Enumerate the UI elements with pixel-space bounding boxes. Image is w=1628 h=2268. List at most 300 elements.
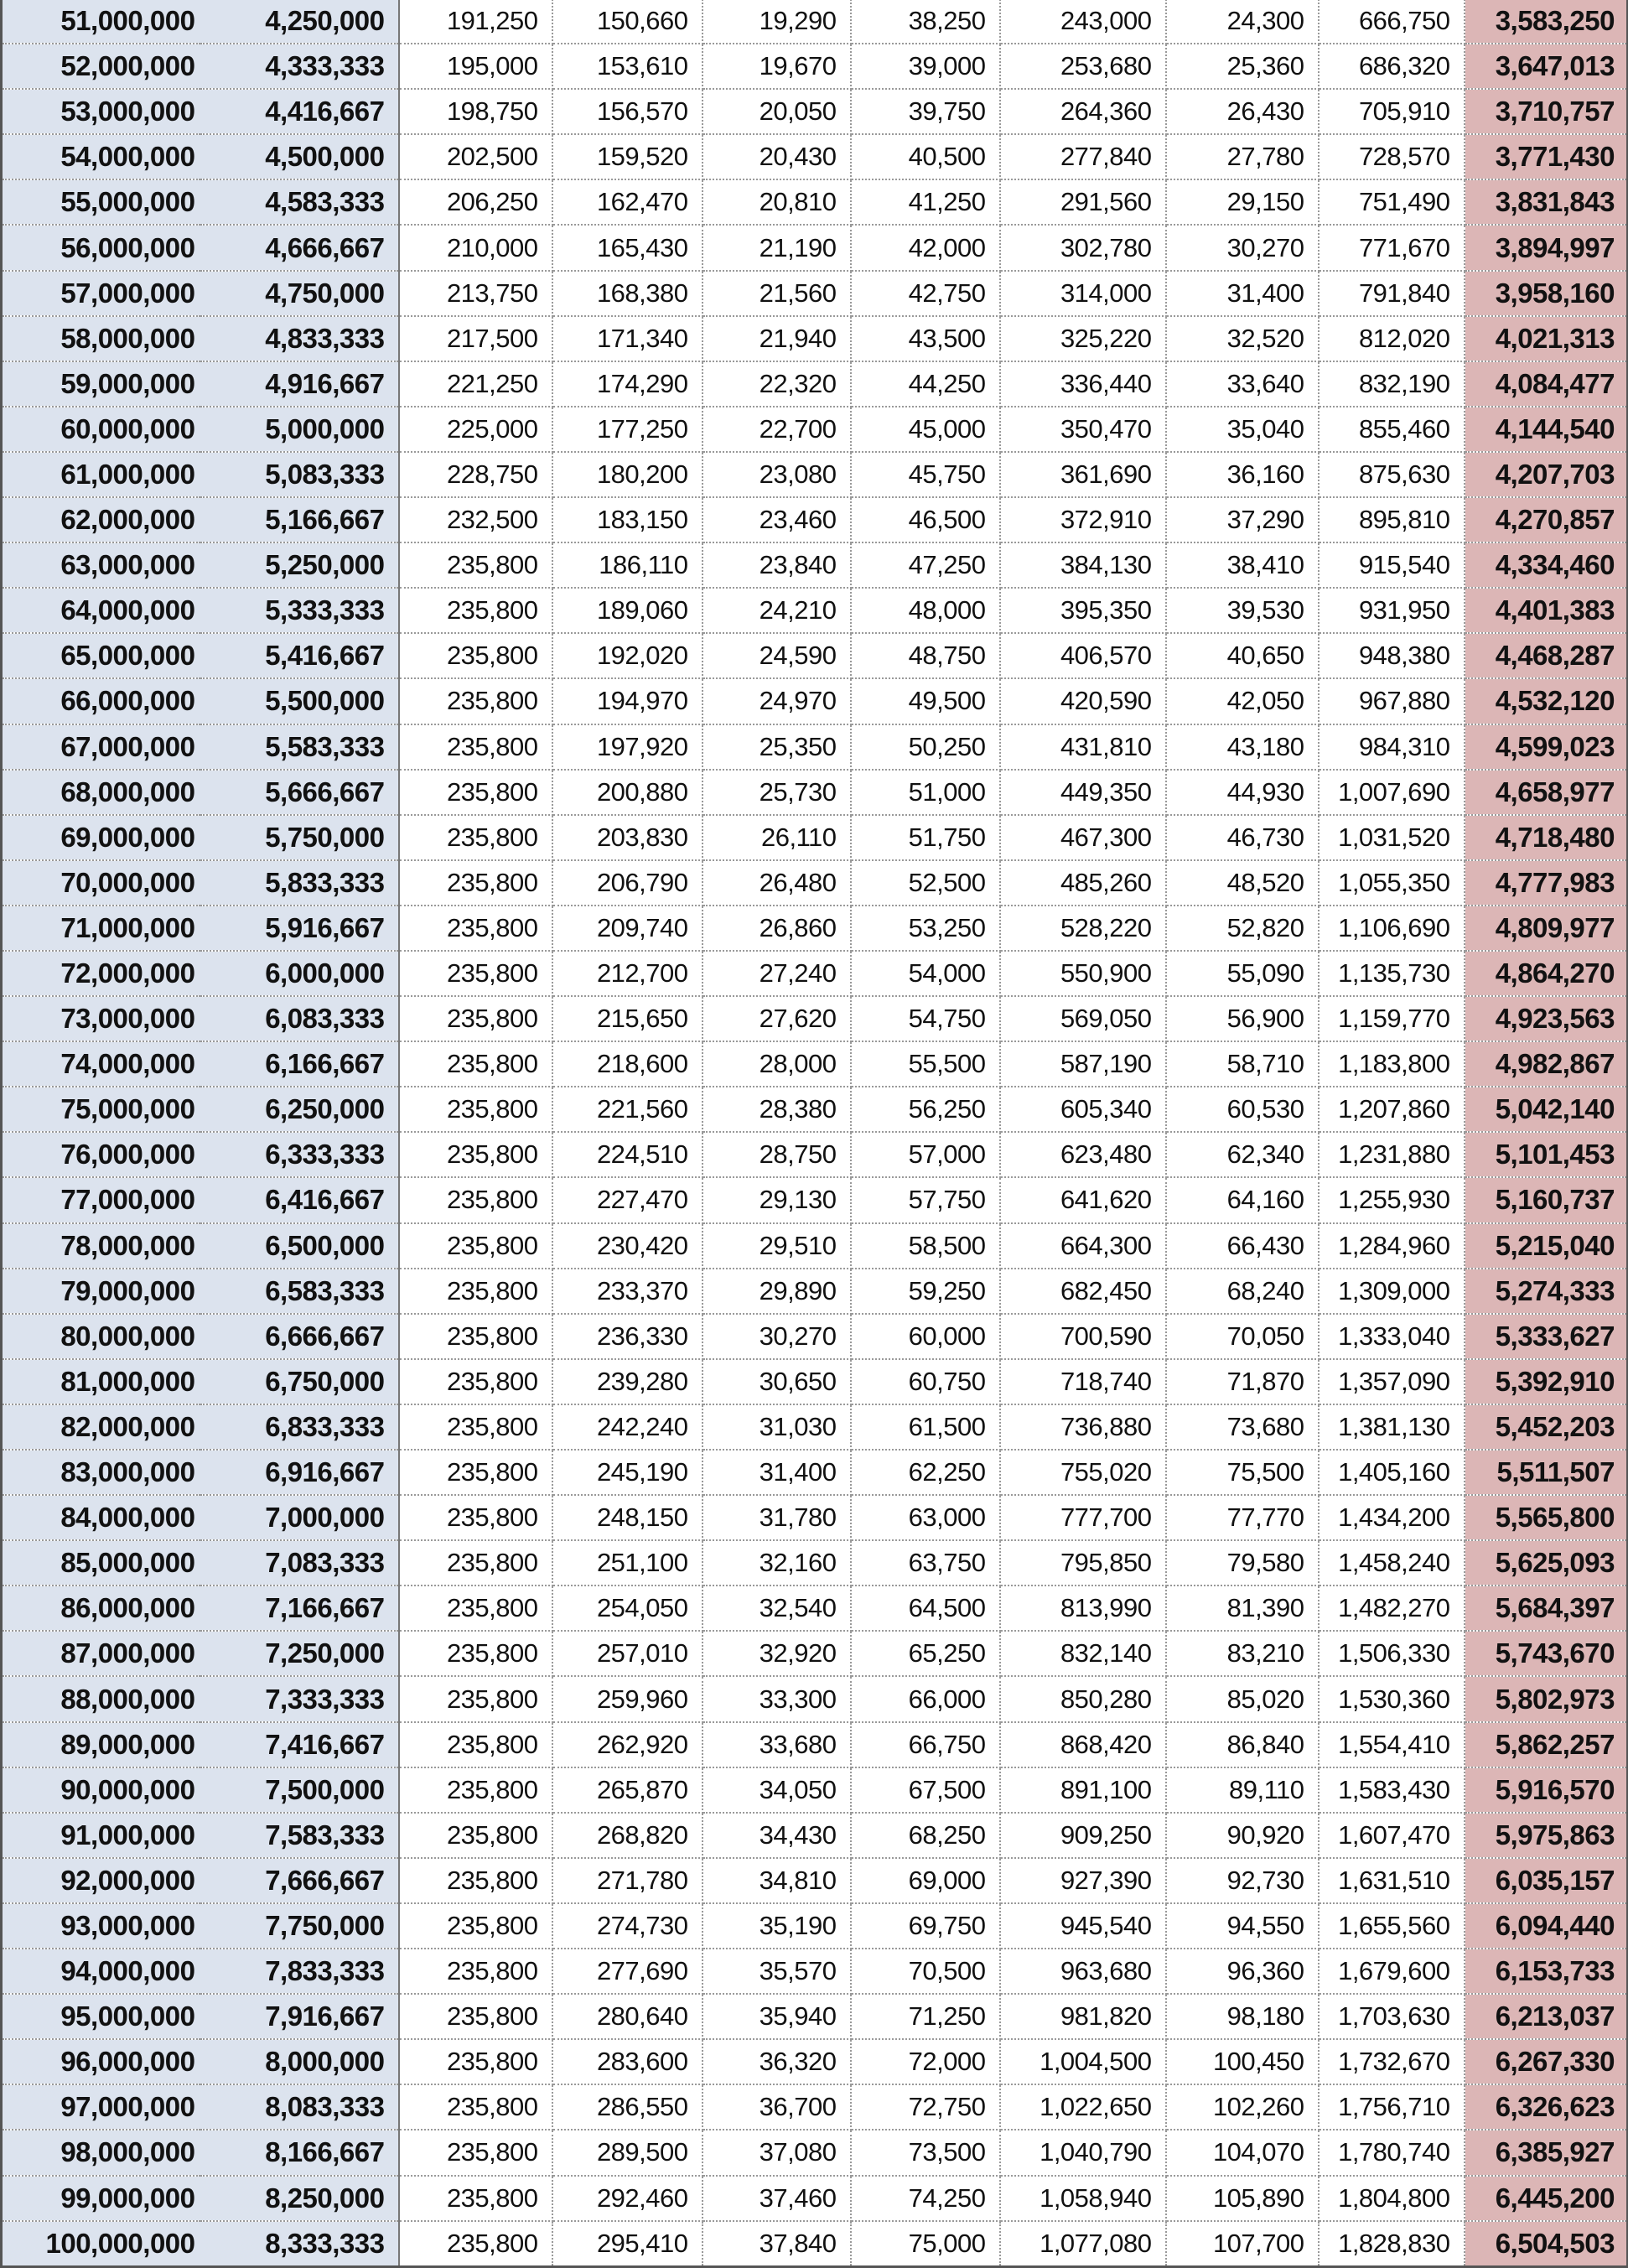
net-pay-cell: 5,684,397 <box>1465 1586 1628 1631</box>
total-deductions-cell: 1,583,430 <box>1319 1767 1465 1813</box>
pension-cell: 235,800 <box>399 1087 552 1132</box>
net-pay-cell: 4,982,867 <box>1465 1041 1628 1087</box>
pension-cell: 225,000 <box>399 407 552 452</box>
monthly-salary-cell: 7,833,333 <box>200 1949 399 1994</box>
employment-insurance-cell: 60,750 <box>851 1359 1000 1404</box>
total-deductions-cell: 1,284,960 <box>1319 1223 1465 1269</box>
monthly-salary-cell: 7,416,667 <box>200 1722 399 1767</box>
employment-insurance-cell: 60,000 <box>851 1314 1000 1359</box>
monthly-salary-cell: 4,916,667 <box>200 361 399 407</box>
long-term-care-cell: 28,000 <box>703 1041 851 1087</box>
long-term-care-cell: 20,430 <box>703 134 851 179</box>
table-row <box>2 316 1628 361</box>
long-term-care-cell: 28,380 <box>703 1087 851 1132</box>
net-pay-cell: 4,923,563 <box>1465 996 1628 1041</box>
local-tax-cell: 38,410 <box>1166 542 1319 588</box>
net-pay-cell: 4,864,270 <box>1465 951 1628 996</box>
net-pay-cell: 4,334,460 <box>1465 542 1628 588</box>
total-deductions-cell: 686,320 <box>1319 44 1465 89</box>
monthly-salary-cell: 7,333,333 <box>200 1676 399 1721</box>
health-insurance-cell: 259,960 <box>552 1676 703 1721</box>
total-deductions-cell: 855,460 <box>1319 407 1465 452</box>
health-insurance-cell: 271,780 <box>552 1858 703 1903</box>
annual-salary-cell: 69,000,000 <box>2 815 200 860</box>
net-pay-cell: 5,452,203 <box>1465 1404 1628 1450</box>
total-deductions-cell: 1,055,350 <box>1319 860 1465 906</box>
pension-cell: 235,800 <box>399 1722 552 1767</box>
pension-cell: 235,800 <box>399 1903 552 1949</box>
monthly-salary-cell: 4,833,333 <box>200 316 399 361</box>
health-insurance-cell: 283,600 <box>552 2039 703 2084</box>
health-insurance-cell: 197,920 <box>552 724 703 770</box>
table-row <box>2 1404 1628 1450</box>
net-pay-cell: 3,831,843 <box>1465 179 1628 225</box>
income-tax-cell: 569,050 <box>1000 996 1166 1041</box>
employment-insurance-cell: 54,750 <box>851 996 1000 1041</box>
health-insurance-cell: 268,820 <box>552 1813 703 1858</box>
total-deductions-cell: 1,135,730 <box>1319 951 1465 996</box>
monthly-salary-cell: 5,750,000 <box>200 815 399 860</box>
long-term-care-cell: 24,970 <box>703 678 851 724</box>
monthly-salary-cell: 4,750,000 <box>200 271 399 316</box>
total-deductions-cell: 728,570 <box>1319 134 1465 179</box>
local-tax-cell: 35,040 <box>1166 407 1319 452</box>
pension-cell: 235,800 <box>399 770 552 815</box>
employment-insurance-cell: 55,500 <box>851 1041 1000 1087</box>
health-insurance-cell: 177,250 <box>552 407 703 452</box>
long-term-care-cell: 22,320 <box>703 361 851 407</box>
annual-salary-cell: 66,000,000 <box>2 678 200 724</box>
long-term-care-cell: 34,810 <box>703 1858 851 1903</box>
health-insurance-cell: 192,020 <box>552 633 703 678</box>
monthly-salary-cell: 8,083,333 <box>200 2084 399 2130</box>
employment-insurance-cell: 68,250 <box>851 1813 1000 1858</box>
health-insurance-cell: 186,110 <box>552 542 703 588</box>
pension-cell: 235,800 <box>399 1676 552 1721</box>
local-tax-cell: 66,430 <box>1166 1223 1319 1269</box>
pension-cell: 217,500 <box>399 316 552 361</box>
total-deductions-cell: 1,333,040 <box>1319 1314 1465 1359</box>
annual-salary-cell: 77,000,000 <box>2 1177 200 1222</box>
health-insurance-cell: 274,730 <box>552 1903 703 1949</box>
long-term-care-cell: 25,350 <box>703 724 851 770</box>
local-tax-cell: 75,500 <box>1166 1450 1319 1495</box>
pension-cell: 232,500 <box>399 497 552 542</box>
local-tax-cell: 33,640 <box>1166 361 1319 407</box>
annual-salary-cell: 71,000,000 <box>2 906 200 951</box>
pension-cell: 235,800 <box>399 1631 552 1676</box>
monthly-salary-cell: 5,166,667 <box>200 497 399 542</box>
annual-salary-cell: 52,000,000 <box>2 44 200 89</box>
long-term-care-cell: 36,320 <box>703 2039 851 2084</box>
long-term-care-cell: 21,190 <box>703 225 851 270</box>
health-insurance-cell: 218,600 <box>552 1041 703 1087</box>
income-tax-cell: 587,190 <box>1000 1041 1166 1087</box>
long-term-care-cell: 32,540 <box>703 1586 851 1631</box>
income-tax-cell: 325,220 <box>1000 316 1166 361</box>
annual-salary-cell: 60,000,000 <box>2 407 200 452</box>
income-tax-cell: 795,850 <box>1000 1540 1166 1586</box>
table-row <box>2 1269 1628 1314</box>
pension-cell: 210,000 <box>399 225 552 270</box>
employment-insurance-cell: 42,750 <box>851 271 1000 316</box>
net-pay-cell: 5,975,863 <box>1465 1813 1628 1858</box>
long-term-care-cell: 20,810 <box>703 179 851 225</box>
employment-insurance-cell: 73,500 <box>851 2130 1000 2175</box>
annual-salary-cell: 56,000,000 <box>2 225 200 270</box>
net-pay-cell: 4,718,480 <box>1465 815 1628 860</box>
pension-cell: 235,800 <box>399 1949 552 1994</box>
table-row <box>2 2039 1628 2084</box>
pension-cell: 235,800 <box>399 2039 552 2084</box>
income-tax-cell: 850,280 <box>1000 1676 1166 1721</box>
income-tax-cell: 420,590 <box>1000 678 1166 724</box>
annual-salary-cell: 65,000,000 <box>2 633 200 678</box>
long-term-care-cell: 31,780 <box>703 1495 851 1540</box>
income-tax-cell: 264,360 <box>1000 89 1166 134</box>
health-insurance-cell: 215,650 <box>552 996 703 1041</box>
annual-salary-cell: 51,000,000 <box>2 0 200 44</box>
annual-salary-cell: 75,000,000 <box>2 1087 200 1132</box>
total-deductions-cell: 1,183,800 <box>1319 1041 1465 1087</box>
monthly-salary-cell: 6,333,333 <box>200 1132 399 1177</box>
long-term-care-cell: 21,560 <box>703 271 851 316</box>
pension-cell: 235,800 <box>399 633 552 678</box>
monthly-salary-cell: 6,166,667 <box>200 1041 399 1087</box>
employment-insurance-cell: 69,000 <box>851 1858 1000 1903</box>
health-insurance-cell: 206,790 <box>552 860 703 906</box>
table-row <box>2 678 1628 724</box>
pension-cell: 235,800 <box>399 951 552 996</box>
monthly-salary-cell: 7,083,333 <box>200 1540 399 1586</box>
monthly-salary-cell: 4,250,000 <box>200 0 399 44</box>
annual-salary-cell: 84,000,000 <box>2 1495 200 1540</box>
table-row <box>2 815 1628 860</box>
net-pay-cell: 4,809,977 <box>1465 906 1628 951</box>
local-tax-cell: 71,870 <box>1166 1359 1319 1404</box>
monthly-salary-cell: 7,250,000 <box>200 1631 399 1676</box>
long-term-care-cell: 22,700 <box>703 407 851 452</box>
table-row <box>2 1314 1628 1359</box>
employment-insurance-cell: 40,500 <box>851 134 1000 179</box>
monthly-salary-cell: 6,916,667 <box>200 1450 399 1495</box>
annual-salary-cell: 80,000,000 <box>2 1314 200 1359</box>
health-insurance-cell: 156,570 <box>552 89 703 134</box>
income-tax-cell: 891,100 <box>1000 1767 1166 1813</box>
employment-insurance-cell: 74,250 <box>851 2176 1000 2221</box>
income-tax-cell: 361,690 <box>1000 452 1166 497</box>
total-deductions-cell: 1,607,470 <box>1319 1813 1465 1858</box>
net-pay-cell: 3,771,430 <box>1465 134 1628 179</box>
table-row <box>2 1177 1628 1222</box>
local-tax-cell: 44,930 <box>1166 770 1319 815</box>
long-term-care-cell: 31,400 <box>703 1450 851 1495</box>
income-tax-cell: 384,130 <box>1000 542 1166 588</box>
income-tax-cell: 336,440 <box>1000 361 1166 407</box>
monthly-salary-cell: 7,750,000 <box>200 1903 399 1949</box>
pension-cell: 202,500 <box>399 134 552 179</box>
long-term-care-cell: 37,840 <box>703 2221 851 2267</box>
table-row <box>2 1903 1628 1949</box>
employment-insurance-cell: 63,000 <box>851 1495 1000 1540</box>
pension-cell: 235,800 <box>399 1540 552 1586</box>
employment-insurance-cell: 63,750 <box>851 1540 1000 1586</box>
health-insurance-cell: 203,830 <box>552 815 703 860</box>
monthly-salary-cell: 8,333,333 <box>200 2221 399 2267</box>
pension-cell: 235,800 <box>399 996 552 1041</box>
annual-salary-cell: 95,000,000 <box>2 1994 200 2039</box>
table-row <box>2 361 1628 407</box>
total-deductions-cell: 1,031,520 <box>1319 815 1465 860</box>
table-row <box>2 2221 1628 2267</box>
employment-insurance-cell: 45,750 <box>851 452 1000 497</box>
table-row <box>2 2176 1628 2221</box>
income-tax-cell: 963,680 <box>1000 1949 1166 1994</box>
employment-insurance-cell: 61,500 <box>851 1404 1000 1450</box>
total-deductions-cell: 1,357,090 <box>1319 1359 1465 1404</box>
table-row <box>2 588 1628 633</box>
income-tax-cell: 406,570 <box>1000 633 1166 678</box>
net-pay-cell: 6,153,733 <box>1465 1949 1628 1994</box>
employment-insurance-cell: 51,750 <box>851 815 1000 860</box>
long-term-care-cell: 35,940 <box>703 1994 851 2039</box>
annual-salary-cell: 98,000,000 <box>2 2130 200 2175</box>
employment-insurance-cell: 70,500 <box>851 1949 1000 1994</box>
employment-insurance-cell: 38,250 <box>851 0 1000 44</box>
annual-salary-cell: 53,000,000 <box>2 89 200 134</box>
income-tax-cell: 700,590 <box>1000 1314 1166 1359</box>
total-deductions-cell: 1,231,880 <box>1319 1132 1465 1177</box>
employment-insurance-cell: 46,500 <box>851 497 1000 542</box>
net-pay-cell: 6,445,200 <box>1465 2176 1628 2221</box>
monthly-salary-cell: 5,000,000 <box>200 407 399 452</box>
local-tax-cell: 100,450 <box>1166 2039 1319 2084</box>
table-row <box>2 1813 1628 1858</box>
net-pay-cell: 5,802,973 <box>1465 1676 1628 1721</box>
table-row <box>2 1495 1628 1540</box>
local-tax-cell: 24,300 <box>1166 0 1319 44</box>
annual-salary-cell: 68,000,000 <box>2 770 200 815</box>
table-row <box>2 860 1628 906</box>
employment-insurance-cell: 39,000 <box>851 44 1000 89</box>
employment-insurance-cell: 44,250 <box>851 361 1000 407</box>
long-term-care-cell: 30,650 <box>703 1359 851 1404</box>
table-row <box>2 1949 1628 1994</box>
monthly-salary-cell: 7,166,667 <box>200 1586 399 1631</box>
table-row <box>2 1586 1628 1631</box>
local-tax-cell: 96,360 <box>1166 1949 1319 1994</box>
monthly-salary-cell: 6,500,000 <box>200 1223 399 1269</box>
local-tax-cell: 102,260 <box>1166 2084 1319 2130</box>
net-pay-cell: 4,270,857 <box>1465 497 1628 542</box>
employment-insurance-cell: 72,750 <box>851 2084 1000 2130</box>
net-pay-cell: 6,035,157 <box>1465 1858 1628 1903</box>
total-deductions-cell: 967,880 <box>1319 678 1465 724</box>
monthly-salary-cell: 6,750,000 <box>200 1359 399 1404</box>
local-tax-cell: 30,270 <box>1166 225 1319 270</box>
pension-cell: 235,800 <box>399 1767 552 1813</box>
local-tax-cell: 77,770 <box>1166 1495 1319 1540</box>
monthly-salary-cell: 6,583,333 <box>200 1269 399 1314</box>
local-tax-cell: 70,050 <box>1166 1314 1319 1359</box>
income-tax-cell: 1,077,080 <box>1000 2221 1166 2267</box>
employment-insurance-cell: 49,500 <box>851 678 1000 724</box>
net-pay-cell: 5,511,507 <box>1465 1450 1628 1495</box>
table-row <box>2 1722 1628 1767</box>
total-deductions-cell: 791,840 <box>1319 271 1465 316</box>
income-tax-cell: 550,900 <box>1000 951 1166 996</box>
net-pay-cell: 5,215,040 <box>1465 1223 1628 1269</box>
local-tax-cell: 40,650 <box>1166 633 1319 678</box>
income-tax-cell: 243,000 <box>1000 0 1166 44</box>
annual-salary-cell: 79,000,000 <box>2 1269 200 1314</box>
income-tax-cell: 431,810 <box>1000 724 1166 770</box>
table-row <box>2 44 1628 89</box>
local-tax-cell: 52,820 <box>1166 906 1319 951</box>
local-tax-cell: 43,180 <box>1166 724 1319 770</box>
annual-salary-cell: 81,000,000 <box>2 1359 200 1404</box>
total-deductions-cell: 1,207,860 <box>1319 1087 1465 1132</box>
income-tax-cell: 777,700 <box>1000 1495 1166 1540</box>
health-insurance-cell: 183,150 <box>552 497 703 542</box>
long-term-care-cell: 35,570 <box>703 1949 851 1994</box>
table-row <box>2 1994 1628 2039</box>
health-insurance-cell: 230,420 <box>552 1223 703 1269</box>
income-tax-cell: 682,450 <box>1000 1269 1166 1314</box>
local-tax-cell: 62,340 <box>1166 1132 1319 1177</box>
income-tax-cell: 945,540 <box>1000 1903 1166 1949</box>
total-deductions-cell: 1,554,410 <box>1319 1722 1465 1767</box>
total-deductions-cell: 666,750 <box>1319 0 1465 44</box>
employment-insurance-cell: 57,750 <box>851 1177 1000 1222</box>
total-deductions-cell: 1,780,740 <box>1319 2130 1465 2175</box>
net-pay-cell: 4,021,313 <box>1465 316 1628 361</box>
net-pay-cell: 6,094,440 <box>1465 1903 1628 1949</box>
monthly-salary-cell: 8,000,000 <box>200 2039 399 2084</box>
annual-salary-cell: 88,000,000 <box>2 1676 200 1721</box>
income-tax-cell: 395,350 <box>1000 588 1166 633</box>
net-pay-cell: 4,468,287 <box>1465 633 1628 678</box>
monthly-salary-cell: 8,250,000 <box>200 2176 399 2221</box>
total-deductions-cell: 1,458,240 <box>1319 1540 1465 1586</box>
local-tax-cell: 27,780 <box>1166 134 1319 179</box>
monthly-salary-cell: 4,333,333 <box>200 44 399 89</box>
long-term-care-cell: 20,050 <box>703 89 851 134</box>
health-insurance-cell: 189,060 <box>552 588 703 633</box>
long-term-care-cell: 19,670 <box>703 44 851 89</box>
health-insurance-cell: 165,430 <box>552 225 703 270</box>
table-row <box>2 1450 1628 1495</box>
local-tax-cell: 64,160 <box>1166 1177 1319 1222</box>
total-deductions-cell: 948,380 <box>1319 633 1465 678</box>
employment-insurance-cell: 52,500 <box>851 860 1000 906</box>
total-deductions-cell: 1,482,270 <box>1319 1586 1465 1631</box>
income-tax-cell: 291,560 <box>1000 179 1166 225</box>
employment-insurance-cell: 50,250 <box>851 724 1000 770</box>
local-tax-cell: 94,550 <box>1166 1903 1319 1949</box>
health-insurance-cell: 212,700 <box>552 951 703 996</box>
health-insurance-cell: 174,290 <box>552 361 703 407</box>
local-tax-cell: 48,520 <box>1166 860 1319 906</box>
employment-insurance-cell: 66,000 <box>851 1676 1000 1721</box>
table-row <box>2 89 1628 134</box>
health-insurance-cell: 295,410 <box>552 2221 703 2267</box>
total-deductions-cell: 895,810 <box>1319 497 1465 542</box>
net-pay-cell: 3,710,757 <box>1465 89 1628 134</box>
employment-insurance-cell: 59,250 <box>851 1269 1000 1314</box>
pension-cell: 235,800 <box>399 1450 552 1495</box>
pension-cell: 235,800 <box>399 1223 552 1269</box>
long-term-care-cell: 26,860 <box>703 906 851 951</box>
table-row <box>2 271 1628 316</box>
local-tax-cell: 26,430 <box>1166 89 1319 134</box>
income-tax-cell: 467,300 <box>1000 815 1166 860</box>
income-tax-cell: 718,740 <box>1000 1359 1166 1404</box>
annual-salary-cell: 55,000,000 <box>2 179 200 225</box>
local-tax-cell: 68,240 <box>1166 1269 1319 1314</box>
monthly-salary-cell: 4,666,667 <box>200 225 399 270</box>
employment-insurance-cell: 69,750 <box>851 1903 1000 1949</box>
monthly-salary-cell: 7,666,667 <box>200 1858 399 1903</box>
health-insurance-cell: 248,150 <box>552 1495 703 1540</box>
income-tax-cell: 1,022,650 <box>1000 2084 1166 2130</box>
local-tax-cell: 89,110 <box>1166 1767 1319 1813</box>
health-insurance-cell: 239,280 <box>552 1359 703 1404</box>
health-insurance-cell: 277,690 <box>552 1949 703 1994</box>
long-term-care-cell: 33,680 <box>703 1722 851 1767</box>
net-pay-cell: 4,144,540 <box>1465 407 1628 452</box>
monthly-salary-cell: 7,916,667 <box>200 1994 399 2039</box>
table-row <box>2 542 1628 588</box>
table-row <box>2 225 1628 270</box>
long-term-care-cell: 37,460 <box>703 2176 851 2221</box>
health-insurance-cell: 180,200 <box>552 452 703 497</box>
monthly-salary-cell: 5,416,667 <box>200 633 399 678</box>
long-term-care-cell: 36,700 <box>703 2084 851 2130</box>
health-insurance-cell: 162,470 <box>552 179 703 225</box>
net-pay-cell: 4,401,383 <box>1465 588 1628 633</box>
employment-insurance-cell: 71,250 <box>851 1994 1000 2039</box>
net-pay-cell: 5,333,627 <box>1465 1314 1628 1359</box>
annual-salary-cell: 93,000,000 <box>2 1903 200 1949</box>
total-deductions-cell: 1,703,630 <box>1319 1994 1465 2039</box>
pension-cell: 206,250 <box>399 179 552 225</box>
income-tax-cell: 1,058,940 <box>1000 2176 1166 2221</box>
employment-insurance-cell: 57,000 <box>851 1132 1000 1177</box>
local-tax-cell: 104,070 <box>1166 2130 1319 2175</box>
long-term-care-cell: 21,940 <box>703 316 851 361</box>
total-deductions-cell: 1,381,130 <box>1319 1404 1465 1450</box>
employment-insurance-cell: 53,250 <box>851 906 1000 951</box>
employment-insurance-cell: 72,000 <box>851 2039 1000 2084</box>
monthly-salary-cell: 8,166,667 <box>200 2130 399 2175</box>
long-term-care-cell: 26,480 <box>703 860 851 906</box>
net-pay-cell: 3,583,250 <box>1465 0 1628 44</box>
local-tax-cell: 46,730 <box>1166 815 1319 860</box>
table-row <box>2 724 1628 770</box>
health-insurance-cell: 194,970 <box>552 678 703 724</box>
pension-cell: 235,800 <box>399 2221 552 2267</box>
net-pay-cell: 6,504,503 <box>1465 2221 1628 2267</box>
net-pay-cell: 6,326,623 <box>1465 2084 1628 2130</box>
monthly-salary-cell: 6,000,000 <box>200 951 399 996</box>
table-row <box>2 1359 1628 1404</box>
local-tax-cell: 81,390 <box>1166 1586 1319 1631</box>
table-row <box>2 0 1628 44</box>
annual-salary-cell: 73,000,000 <box>2 996 200 1041</box>
table-row <box>2 633 1628 678</box>
annual-salary-cell: 82,000,000 <box>2 1404 200 1450</box>
